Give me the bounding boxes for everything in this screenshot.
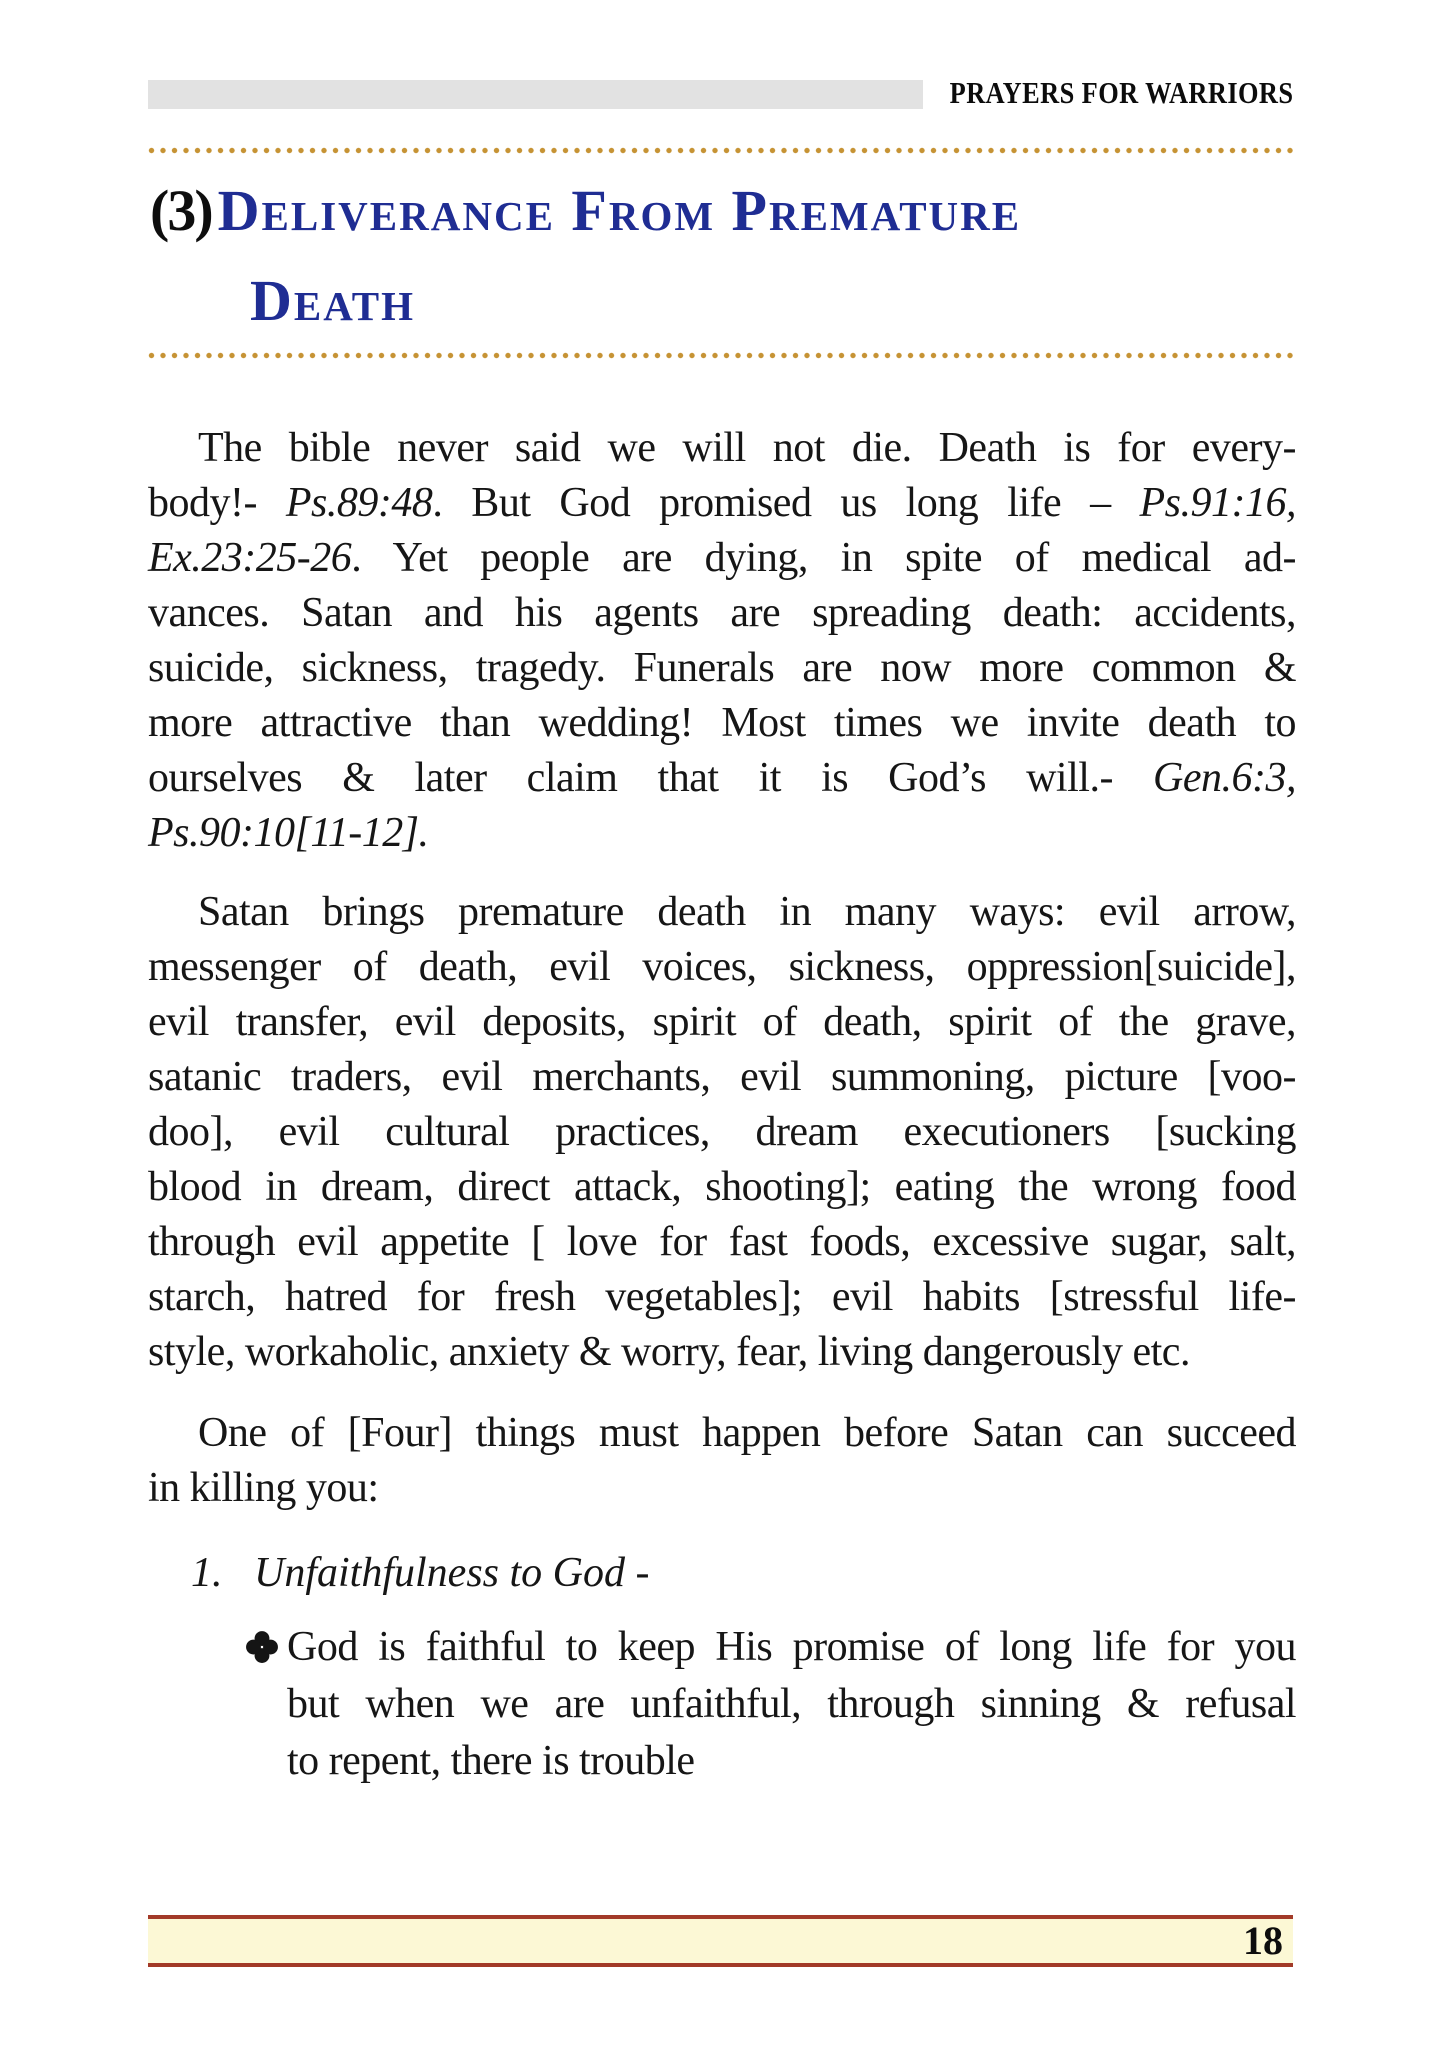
text-line: to repent, there is trouble xyxy=(287,1738,695,1784)
footer-bar xyxy=(148,1915,1293,1967)
text-line: in killing you: xyxy=(148,1465,379,1511)
chapter-heading-line2 xyxy=(250,256,1021,346)
text-line: more attractive than wedding! Most times we invite death to xyxy=(148,700,1296,746)
text-segment: . But God promised us long life – xyxy=(432,480,1140,526)
text-line: blood in dream, direct attack, shooting]; eating the wrong food xyxy=(148,1164,1296,1210)
text-segment: body!- xyxy=(148,480,286,526)
text-line: One of [Four] things must happen before Satan can succeed xyxy=(198,1410,1296,1456)
header-highlight-bar xyxy=(148,80,923,109)
page-number: 18 xyxy=(1243,1918,1283,1963)
text-line xyxy=(148,476,1296,531)
paragraph-2 xyxy=(148,885,1296,1380)
clover-bullet-icon xyxy=(245,1619,287,1790)
scripture-ref: Ps.89:48 xyxy=(285,480,433,526)
text-line: style, workaholic, anxiety & worry, fear, living dangerously etc. xyxy=(148,1329,1190,1375)
numbered-list-item-1 xyxy=(191,1546,650,1601)
text-line: vances. Satan and his agents are spreading death: accidents, xyxy=(148,590,1296,636)
chapter-number: (3) xyxy=(150,178,212,243)
text-segment: . Yet people are dying, in spite of medical ad- xyxy=(351,535,1296,581)
text-line: through evil appetite [ love for fast foods, excessive sugar, salt, xyxy=(148,1219,1296,1265)
scripture-ref: Ex.23:25-26 xyxy=(148,535,352,581)
dotted-divider-top xyxy=(148,147,1298,154)
scripture-ref: Ps.90:10[11-12]. xyxy=(148,810,429,856)
text-line: God is faithful to keep His promise of long life for you xyxy=(287,1624,1296,1670)
scripture-ref: Gen.6:3, xyxy=(1153,755,1296,801)
chapter-heading-line1 xyxy=(150,166,1021,256)
text-line: satanic traders, evil merchants, evil summoning, picture [voo- xyxy=(148,1054,1296,1100)
text-line: Satan brings premature death in many ways: evil arrow, xyxy=(198,889,1296,935)
list-item-text: Unfaithfulness to God - xyxy=(254,1550,650,1596)
text-line: starch, hatred for fresh vegetables]; evil habits [stressful life- xyxy=(148,1274,1296,1320)
text-line: but when we are unfaithful, through sinning & refusal xyxy=(287,1681,1296,1727)
paragraph-1 xyxy=(148,421,1296,861)
chapter-title-line2: Death xyxy=(250,268,416,333)
text-line: doo], evil cultural practices, dream executioners [sucking xyxy=(148,1109,1296,1155)
text-line: suicide, sickness, tragedy. Funerals are now more common & xyxy=(148,645,1296,691)
dotted-divider-bottom xyxy=(148,352,1298,359)
text-line xyxy=(148,531,1296,586)
chapter-title-line1: Deliverance From Premature xyxy=(217,178,1022,243)
bullet-point-1 xyxy=(245,1619,1296,1790)
list-item-number: 1. xyxy=(191,1550,223,1596)
chapter-heading xyxy=(150,166,1021,346)
bullet-text xyxy=(287,1619,1296,1790)
text-line: The bible never said we will not die. Death is for every- xyxy=(198,425,1296,471)
text-segment: ourselves & later claim that it is God’s will.- xyxy=(148,755,1154,801)
text-line xyxy=(148,751,1296,806)
running-header-title: PRAYERS FOR WARRIORS xyxy=(949,75,1293,110)
paragraph-3 xyxy=(148,1406,1296,1516)
text-line: messenger of death, evil voices, sickness, oppression[suicide], xyxy=(148,944,1296,990)
scripture-ref: Ps.91:16, xyxy=(1139,480,1296,526)
text-line: evil transfer, evil deposits, spirit of death, spirit of the grave, xyxy=(148,999,1296,1045)
